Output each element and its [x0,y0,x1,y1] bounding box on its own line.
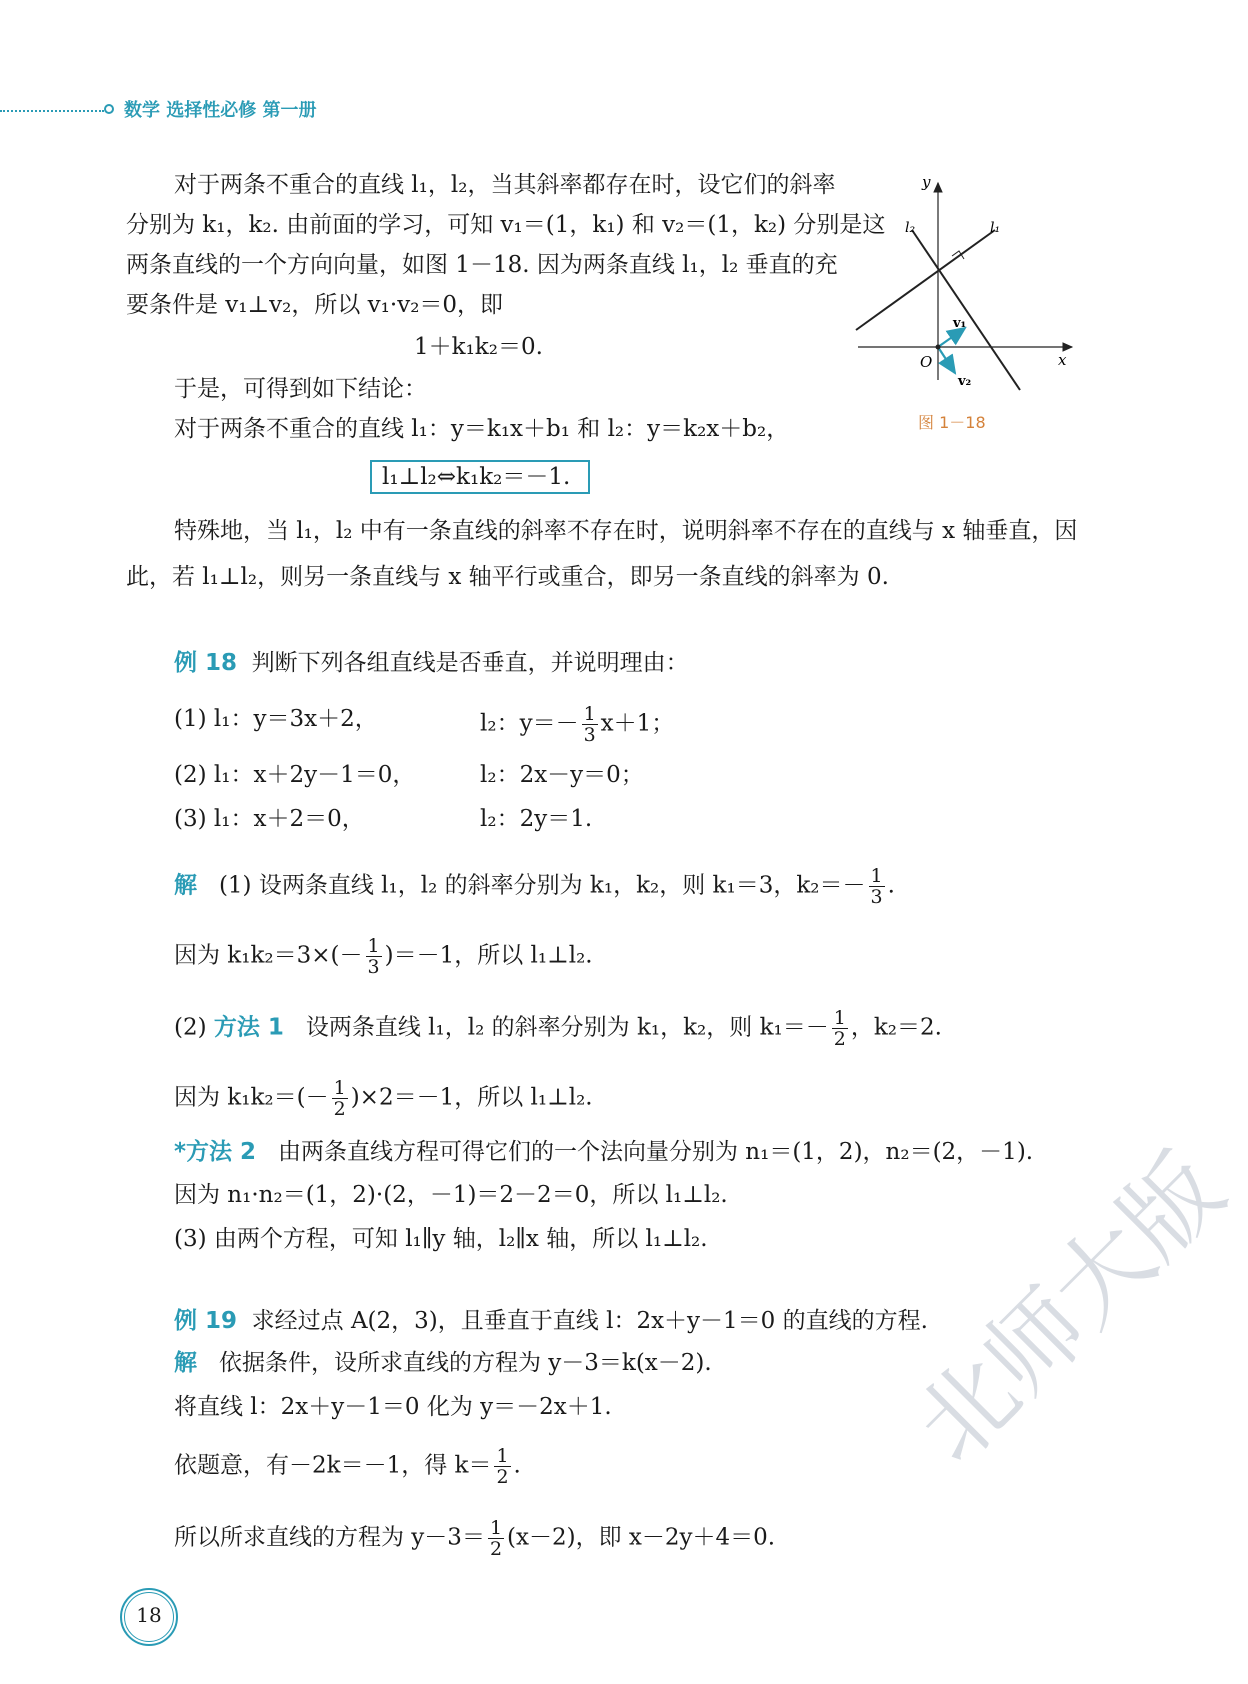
v1-label: v₁ [953,316,967,331]
conclusion-intro: 于是，可得到如下结论： [174,376,427,402]
example-19-text: 求经过点 A(2，3)，且垂直于直线 l：2x＋y－1＝0 的直线的方程. [251,1308,928,1334]
fraction-numerator: 1 [583,703,596,725]
ex18-method-2 [174,1137,1033,1167]
fraction [494,1446,510,1487]
fraction-numerator: 1 [833,1007,846,1029]
ex19-solution-4 [174,1518,775,1559]
ex19-solution-4-post: (x－2)，即 x－2y＋4＝0. [507,1524,776,1551]
solution-2-pre: 因为 k₁k₂＝3×(－ [174,942,363,969]
x-label: x [1058,351,1067,369]
method-1-post: ，k₂＝2. [850,1014,942,1041]
figure-caption: 图 1－18 [918,413,986,432]
fraction-denominator: 2 [833,1028,846,1050]
fraction-numerator: 1 [496,1445,509,1467]
fraction-numerator: 1 [489,1517,503,1539]
running-header: 数学 选择性必修 第一册 [124,100,317,121]
fraction-denominator: 2 [333,1098,346,1120]
method-2-text: 由两条直线方程可得它们的一个法向量分别为 n₁＝(1，2)，n₂＝(2，－1). [277,1139,1034,1165]
solution-label: 解 [174,1350,197,1376]
vector-v2 [938,347,955,373]
intro-line-3: 两条直线的一个方向向量，如图 1－18. 因为两条直线 l₁，l₂ 垂直的充 [126,252,838,278]
solution-2-post: )＝－1，所以 l₁⊥l₂. [384,942,593,969]
example-18-label: 例 18 [174,650,238,676]
example-19-heading [174,1306,928,1336]
ex18-item-1-right-post: x＋1； [600,710,675,737]
fraction-numerator: 1 [333,1077,346,1099]
example-19-label: 例 19 [174,1308,238,1334]
solution-4-post: )×2＝－1，所以 l₁⊥l₂. [350,1084,593,1111]
ex19-solution-2: 将直线 l：2x＋y－1＝0 化为 y＝－2x＋1. [174,1394,612,1420]
fraction [582,704,598,745]
fraction [488,1518,504,1559]
fraction-denominator: 3 [870,886,883,908]
method-2-label: *方法 2 [174,1139,257,1165]
ex19-solution-1-text: 依据条件，设所求直线的方程为 y－3＝k(x－2). [218,1350,712,1376]
l2-label: l₂ [905,220,916,236]
fraction-denominator: 2 [489,1538,503,1560]
fraction-numerator: 1 [367,935,380,957]
intro-line-4: 要条件是 v₁⊥v₂，所以 v₁·v₂＝0，即 [126,292,504,318]
y-label: y [922,173,931,191]
ex18-solution-1 [174,866,895,907]
ex19-solution-1 [174,1348,712,1378]
ex18-solution-3 [174,1008,942,1049]
ex18-item-1-left: (1) l₁：y＝3x＋2， [174,706,378,732]
v2-label: v₂ [958,374,972,389]
header-rule [0,110,104,112]
ex18-solution-4 [174,1078,593,1119]
method-1-label: 方法 1 [213,1014,284,1041]
solution-label: 解 [174,872,197,899]
ex19-solution-3-pre: 依题意，有－2k＝－1，得 k＝ [174,1452,492,1479]
ex19-solution-3-post: . [513,1452,521,1479]
intro-line-1: 对于两条不重合的直线 l₁，l₂，当其斜率都存在时，设它们的斜率 [174,172,836,198]
ex18-item-1-right [480,704,674,745]
l1-label: l₁ [990,220,1001,236]
example-18-text: 判断下列各组直线是否垂直，并说明理由： [251,650,689,676]
fraction [366,936,382,977]
ex18-item-3-left: (3) l₁：x＋2＝0， [174,806,365,832]
ex18-item-2-right: l₂：2x－y＝0； [480,762,644,788]
origin-label: O [920,353,933,371]
intro-line-2: 分别为 k₁，k₂. 由前面的学习，可知 v₁＝(1，k₁) 和 v₂＝(1，k₂) 分别是这 [126,212,886,238]
fraction-denominator: 3 [583,724,596,746]
fraction-denominator: 2 [496,1466,509,1488]
fraction [332,1078,348,1119]
ex19-solution-4-pre: 所以所求直线的方程为 y－3＝ [174,1524,485,1551]
origin-point [936,345,941,350]
fraction [869,866,885,907]
special-line-2: 此，若 l₁⊥l₂，则另一条直线与 x 轴平行或重合，即另一条直线的斜率为 0. [126,564,889,590]
equation-1: 1＋k₁k₂＝0. [414,334,543,360]
header-ring-icon [104,104,114,114]
figure-1-18 [850,175,1080,400]
part-2-prefix: (2) [174,1014,207,1041]
fraction-denominator: 3 [367,956,380,978]
solution-1-post: . [887,872,895,899]
special-line-1: 特殊地，当 l₁，l₂ 中有一条直线的斜率不存在时，说明斜率不存在的直线与 x 轴垂直，因 [174,518,1078,544]
ex18-solution-6: 因为 n₁·n₂＝(1，2)·(2，－1)＝2－2＝0，所以 l₁⊥l₂. [174,1182,728,1208]
ex18-solution-7: (3) 由两个方程，可知 l₁∥y 轴，l₂∥x 轴，所以 l₁⊥l₂. [174,1226,708,1252]
method-1-text: 设两条直线 l₁，l₂ 的斜率分别为 k₁，k₂，则 k₁＝－ [305,1014,829,1041]
line-l1 [856,230,995,330]
example-18-heading [174,648,689,678]
page-number: 18 [136,1603,162,1627]
ex18-item-1-right-pre: l₂：y＝－ [480,710,579,737]
ex18-item-2-left: (2) l₁：x＋2y－1＝0， [174,762,416,788]
ex18-item-3-right: l₂：2y＝1. [480,806,593,832]
publisher-watermark: 北师大版 [894,1132,1245,1484]
ex19-solution-3 [174,1446,521,1487]
fraction [832,1008,848,1049]
fraction-numerator: 1 [870,865,883,887]
boxed-theorem: l₁⊥l₂⇔k₁k₂＝－1. [370,460,590,494]
conclusion-text: 对于两条不重合的直线 l₁：y＝k₁x＋b₁ 和 l₂：y＝k₂x＋b₂， [174,416,790,442]
solution-1-text: (1) 设两条直线 l₁，l₂ 的斜率分别为 k₁，k₂，则 k₁＝3，k₂＝－ [218,872,866,899]
solution-4-pre: 因为 k₁k₂＝(－ [174,1084,329,1111]
ex18-solution-2 [174,936,593,977]
